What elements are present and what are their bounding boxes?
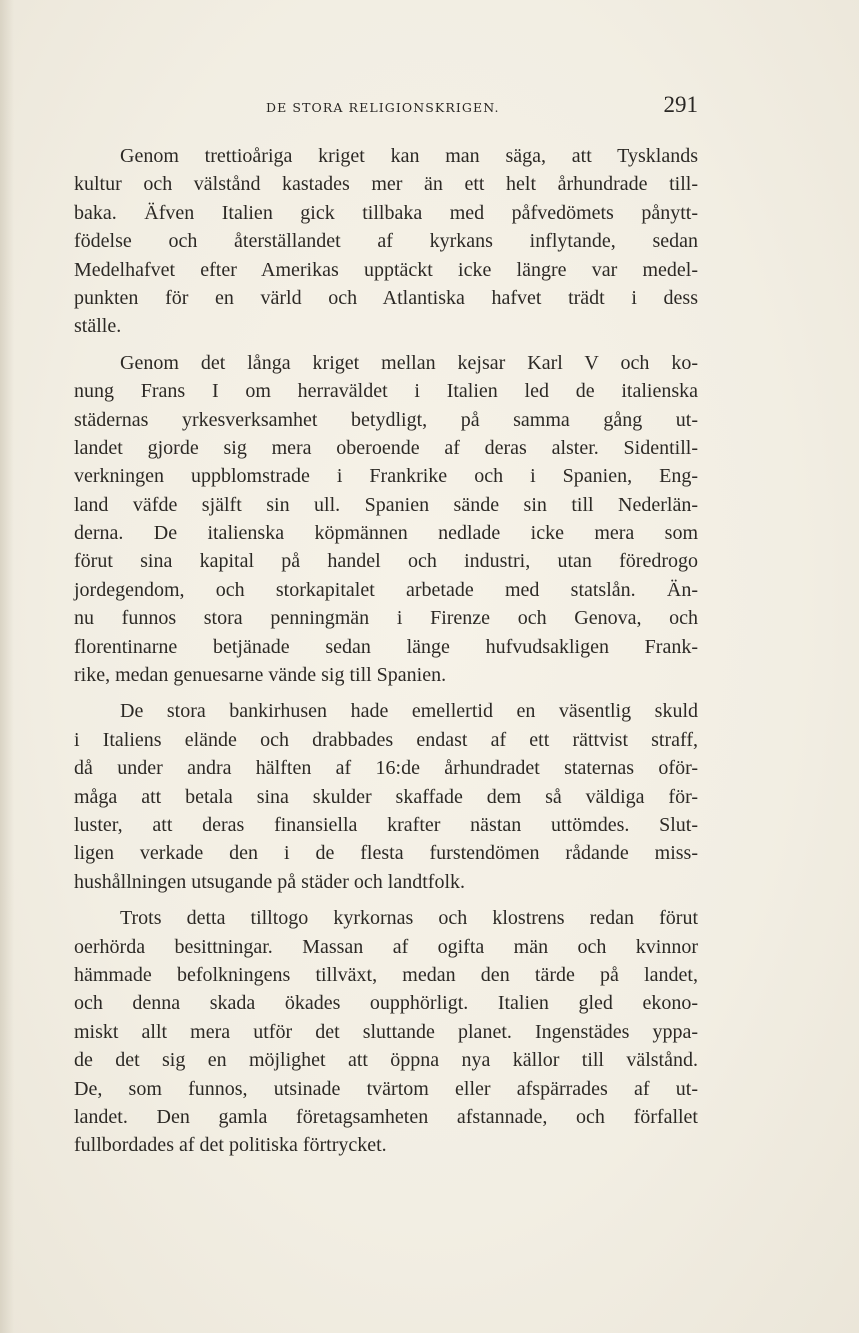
text-line: förut sina kapital på handel och industri, utan föredrogo (74, 550, 698, 573)
text-line: måga att betala sina skulder skaffade dem så väldiga för- (74, 785, 698, 808)
text-line: och denna skada ökades oupphörligt. Italien gled ekono- (74, 992, 698, 1015)
text-line: Medelhafvet efter Amerikas upptäckt icke längre var medel- (74, 258, 698, 281)
page-header (266, 92, 698, 126)
text-line: verkningen uppblomstrade i Frankrike och i Spanien, Eng- (74, 465, 698, 488)
text-line: hushållningen utsugande på städer och landtfolk. (74, 870, 466, 893)
text-line: luster, att deras finansiella krafter nästan uttömdes. Slut- (74, 813, 698, 836)
text-line: Genom det långa kriget mellan kejsar Karl V och ko- (120, 351, 698, 374)
page-number: 291 (663, 92, 698, 117)
text-line: landet gjorde sig mera oberoende af deras alster. Sidentill- (74, 436, 698, 459)
text-line: rike, medan genuesarne vände sig till Spanien. (74, 664, 447, 687)
running-head: DE STORA RELIGIONSKRIGEN. (266, 100, 500, 115)
page-edge-shadow (0, 0, 14, 1333)
text-line: Trots detta tilltogo kyrkornas och klostrens redan förut (120, 907, 698, 930)
text-line: oerhörda besittningar. Massan af ogifta män och kvinnor (74, 935, 698, 958)
text-line: land väfde själft sin ull. Spanien sände sin till Nederlän- (74, 493, 698, 516)
text-line: hämmade befolkningens tillväxt, medan den tärde på landet, (74, 963, 698, 986)
text-line: derna. De italienska köpmännen nedlade icke mera som (74, 522, 698, 545)
text-line: fullbordades af det politiska förtrycket. (74, 1134, 387, 1157)
text-line: i Italiens elände och drabbades endast af ett rättvist straff, (74, 728, 698, 751)
text-line: punkten för en värld och Atlantiska hafvet trädt i dess (74, 286, 698, 309)
text-line: de det sig en möjlighet att öppna nya källor till välstånd. (74, 1049, 698, 1072)
text-line: då under andra hälften af 16:de århundradet staternas oför- (74, 757, 698, 780)
text-line: jordegendom, och storkapitalet arbetade med statslån. Än- (74, 578, 698, 601)
text-line: baka. Äfven Italien gick tillbaka med påfvedömets pånytt- (74, 201, 698, 224)
text-line: florentinarne betjänade sedan länge hufvudsakligen Frank- (74, 635, 698, 658)
text-line: nu funnos stora penningmän i Firenze och Genova, och (74, 607, 698, 630)
text-line: landet. Den gamla företagsamheten afstannade, och förfallet (74, 1105, 698, 1128)
text-line: miskt allt mera utför det sluttande planet. Ingenstädes yppa- (74, 1020, 698, 1043)
text-line: Genom trettioåriga kriget kan man säga, att Tysklands (120, 145, 698, 167)
text-line: nung Frans I om herraväldet i Italien led de italienska (74, 380, 698, 403)
paragraph (74, 349, 698, 690)
text-line: ställe. (74, 315, 122, 338)
text-line: städernas yrkesverksamhet betydligt, på samma gång ut- (74, 408, 698, 431)
paragraph (74, 142, 698, 341)
paragraph (74, 697, 698, 896)
body-text (74, 142, 698, 1160)
paragraph (74, 904, 698, 1160)
text-line: De stora bankirhusen hade emellertid en väsentlig skuld (120, 700, 698, 723)
text-line: De, som funnos, utsinade tvärtom eller afspärrades af ut- (74, 1077, 698, 1100)
text-line: födelse och återställandet af kyrkans inflytande, sedan (74, 230, 698, 253)
text-line: ligen verkade den i de flesta furstendömen rådande miss- (74, 842, 698, 865)
text-line: kultur och välstånd kastades mer än ett helt århundrade till- (74, 173, 698, 196)
